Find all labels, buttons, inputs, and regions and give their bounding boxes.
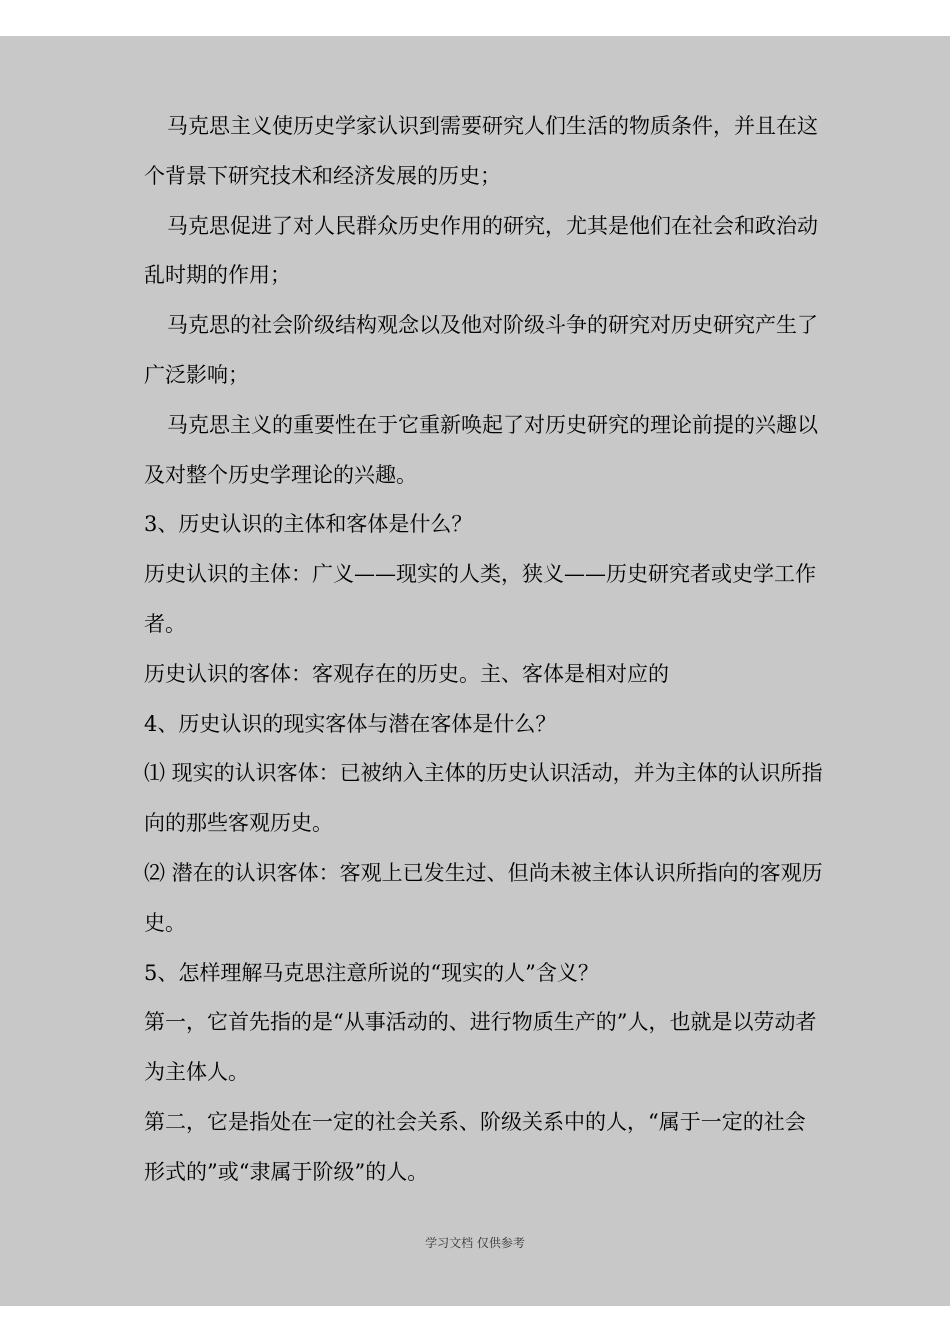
question-3-heading: 3、历史认识的主体和客体是什么？: [144, 512, 473, 537]
document-body: [144, 102, 824, 1198]
paragraph-potential-object: ⑵ 潜在的认识客体：客观上已发生过、但尚未被主体认识所指向的客观历史。: [144, 860, 823, 935]
question-4-heading: 4、历史认识的现实客体与潜在客体是什么？: [144, 711, 557, 736]
paragraph-real-object: ⑴ 现实的认识客体：已被纳入主体的历史认识活动，并为主体的认识所指向的那些客观历史。: [144, 761, 823, 836]
paragraph-object: 历史认识的客体：客观存在的历史。主、客体是相对应的: [144, 661, 669, 686]
paragraph-second-point: 第二，它是指处在一定的社会关系、阶级关系中的人，“属于一定的社会形式的”或“隶属于阶级”的人。: [144, 1109, 806, 1184]
question-5-heading: 5、怎样理解马克思注意所说的“现实的人”含义？: [144, 960, 599, 985]
paragraph-marxism-importance: 马克思主义的重要性在于它重新唤起了对历史研究的理论前提的兴趣以及对整个历史学理论的兴趣。: [144, 412, 818, 487]
paragraph-subject: 历史认识的主体：广义——现实的人类，狭义——历史研究者或史学工作者。: [144, 562, 816, 636]
paragraph-marx-class: 马克思的社会阶级结构观念以及他对阶级斗争的研究对历史研究产生了广泛影响；: [144, 313, 818, 387]
paragraph-marx-masses: 马克思促进了对人民群众历史作用的研究，尤其是他们在社会和政治动乱时期的作用；: [144, 213, 818, 288]
paragraph-marxism-material: 马克思主义使历史学家认识到需要研究人们生活的物质条件，并且在这个背景下研究技术和经济发展的历史；: [144, 114, 818, 188]
paragraph-first-point: 第一，它首先指的是“从事活动的、进行物质生产的”人，也就是以劳动者为主体人。: [144, 1010, 817, 1085]
document-page: [0, 36, 950, 1306]
page-footer: 学习文档 仅供参考: [425, 1236, 525, 1250]
